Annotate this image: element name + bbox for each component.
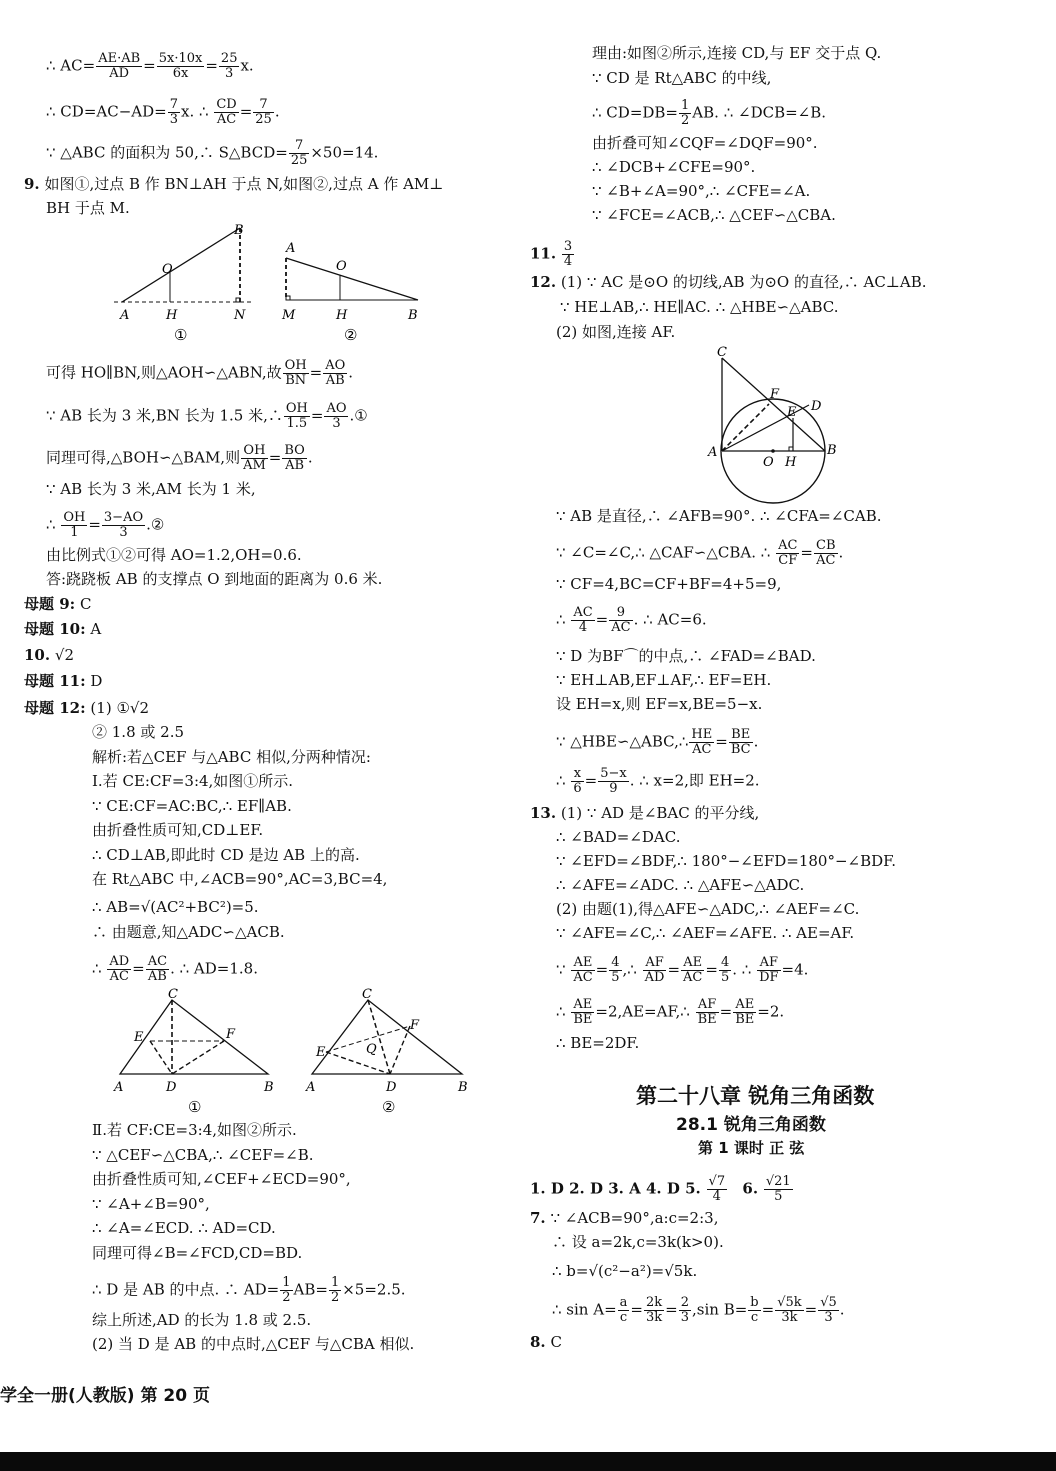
- line: ∵ △CEF∽△CBA,∴ ∠CEF=∠B.: [92, 1146, 314, 1164]
- line: 由比例式①②可得 AO=1.2,OH=0.6.: [46, 546, 302, 564]
- line: ∴ ∠DCB+∠CFE=90°.: [592, 158, 756, 176]
- circle-figure: [705, 342, 855, 504]
- line: ∵ CE:CF=AC:BC,∴ EF∥AB.: [92, 797, 292, 815]
- fig1-label: ①: [174, 326, 188, 344]
- line: (2) 由题(1),得△AFE∽△ADC,∴ ∠AEF=∠C.: [556, 900, 860, 918]
- line: 由折叠可知∠CQF=∠DQF=90°.: [592, 134, 818, 152]
- line: ∵ ∠B+∠A=90°,∴ ∠CFE=∠A.: [592, 182, 811, 200]
- label-M: M: [282, 308, 296, 323]
- line: ∵ AB 长为 3 米,BN 长为 1.5 米,∴ $\frac{OH}{1.5}$ = $\frac{AO}{3}$ .①: [46, 401, 368, 431]
- fig2-label: ②: [382, 1098, 396, 1116]
- line: ∴ CD⊥AB,即此时 CD 是边 AB 上的高.: [92, 846, 360, 864]
- line: ∴ BE=2DF.: [556, 1034, 640, 1052]
- label-E: E: [787, 405, 797, 420]
- line: 同理可得,△BOH∽△BAM,则 $\frac{OH}{AM}$ = $\frac{BO}{AB}$ .: [46, 443, 313, 473]
- line: ∴ AC= $\frac{AE\cdot AB}{AD}$ = $\frac{5x\cdot 10x}{6x}$ = $\frac{25}{3}$ x.: [46, 51, 254, 81]
- mother-10: 母题 10: A: [24, 620, 102, 638]
- line: ∴ b=√(c²−a²)=√5k.: [552, 1262, 698, 1280]
- fig1-label: ①: [188, 1098, 202, 1116]
- label-B: B: [234, 223, 244, 238]
- label-A: A: [286, 241, 296, 256]
- line: 理由:如图②所示,连接 CD,与 EF 交于点 Q.: [592, 44, 882, 62]
- question-11: 11. $\frac{3}{4}$: [530, 239, 573, 269]
- line: ∴ sin A= $\frac{a}{c}$ = $\frac{2k}{3k}$ = $\frac{2}{3}$ ,sin B= $\frac{b}{c}$ = $\frac{√5k}{3k}$ = $\frac{√5}{3}$ .: [552, 1295, 845, 1325]
- answers-1-6: 1. D 2. D 3. A 4. D 5. $\frac{√7}{4}$ 6. $\frac{√21}{5}$: [530, 1174, 791, 1204]
- question-8: 8. C: [530, 1333, 562, 1351]
- seesaw-figure: [108, 222, 428, 344]
- line: ∴ ∠AFE=∠ADC. ∴ △AFE∽△ADC.: [556, 876, 805, 894]
- line: ∵ ∠C=∠C,∴ △CAF∽△CBA. ∴ $\frac{AC}{CF}$ = $\frac{CB}{AC}$ .: [556, 538, 844, 568]
- line: 综上所述,AD 的长为 1.8 或 2.5.: [92, 1311, 312, 1329]
- line: Ⅱ.若 CF:CE=3:4,如图②所示.: [92, 1121, 297, 1139]
- label-D: D: [386, 1080, 397, 1095]
- line: BH 于点 M.: [46, 199, 130, 217]
- line: ∴ ∠A=∠ECD. ∴ AD=CD.: [92, 1219, 276, 1237]
- label-H: H: [166, 308, 178, 323]
- label-B: B: [264, 1080, 274, 1095]
- line: ∵ CF=4,BC=CF+BF=4+5=9,: [556, 575, 782, 593]
- label-H: H: [785, 455, 797, 470]
- line: ∴ $\frac{x}{6}$ = $\frac{5-x}{9}$ . ∴ x=2,即 EH=2.: [556, 766, 760, 796]
- label-O: O: [336, 259, 347, 274]
- label-F: F: [226, 1027, 236, 1042]
- line: ∵ HE⊥AB,∴ HE∥AC. ∴ △HBE∽△ABC.: [560, 298, 839, 316]
- label-O: O: [162, 262, 173, 277]
- line: 在 Rt△ABC 中,∠ACB=90°,AC=3,BC=4,: [92, 870, 388, 888]
- line: ∵ CD 是 Rt△ABC 的中线,: [592, 69, 772, 87]
- mother-9: 母题 9: C: [24, 595, 92, 613]
- label-Q: Q: [366, 1042, 377, 1057]
- question-9: 9. 如图①,过点 B 作 BN⊥AH 于点 N,如图②,过点 A 作 AM⊥: [24, 175, 444, 193]
- section-title: 28.1 锐角三角函数: [676, 1115, 826, 1135]
- lesson-title: 第 1 课时 正 弦: [698, 1139, 805, 1157]
- fig2-label: ②: [344, 326, 358, 344]
- line: (2) 当 D 是 AB 的中点时,△CEF 与△CBA 相似.: [92, 1335, 415, 1353]
- line: ∵ △ABC 的面积为 50,∴ S△BCD= $\frac{7}{25}$ ×50=14.: [46, 138, 379, 168]
- line: ∴ AB=√(AC²+BC²)=5.: [92, 898, 259, 916]
- fold-figure: [110, 986, 480, 1118]
- label-O: O: [763, 455, 774, 470]
- label-F: F: [410, 1018, 420, 1033]
- label-B: B: [408, 308, 418, 323]
- line: ∵ D 为BF⌒的中点,∴ ∠FAD=∠BAD.: [556, 647, 816, 665]
- label-A: A: [114, 1080, 124, 1095]
- line: 设 EH=x,则 EF=x,BE=5−x.: [556, 695, 763, 713]
- line: ∴ $\frac{OH}{1}$ = $\frac{3-AO}{3}$ .②: [46, 510, 165, 540]
- label-E: E: [134, 1030, 144, 1045]
- label-B: B: [827, 443, 837, 458]
- label-A: A: [120, 308, 130, 323]
- line: ∴ ∠BAD=∠DAC.: [556, 828, 681, 846]
- line: 解析:若△CEF 与△ABC 相似,分两种情况:: [92, 748, 371, 766]
- label-B: B: [458, 1080, 468, 1095]
- label-C: C: [362, 987, 372, 1002]
- line: ∵ AB 是直径,∴ ∠AFB=90°. ∴ ∠CFA=∠CAB.: [556, 507, 882, 525]
- label-A: A: [708, 445, 718, 460]
- mother-12: 母题 12: (1) ①√2: [24, 699, 149, 717]
- line: ∵ $\frac{AE}{AC}$ = $\frac{4}{5}$ ,∴ $\frac{AF}{AD}$ = $\frac{AE}{AC}$ = $\frac{4}{5}$ . ∴ $\frac{AF}{DF}$ =4.: [556, 955, 809, 985]
- label-N: N: [234, 308, 246, 323]
- line: ∴ $\frac{AE}{BE}$ =2,AE=AF,∴ $\frac{AF}{BE}$ = $\frac{AE}{BE}$ =2.: [556, 997, 785, 1027]
- line: ∵ △HBE∽△ABC,∴ $\frac{HE}{AC}$ = $\frac{BE}{BC}$ .: [556, 727, 759, 757]
- label-D: D: [166, 1080, 177, 1095]
- line: ∵ ∠A+∠B=90°,: [92, 1195, 210, 1213]
- line: ∵ AB 长为 3 米,AM 长为 1 米,: [46, 480, 256, 498]
- line: ② 1.8 或 2.5: [92, 723, 185, 741]
- line: ∵ ∠FCE=∠ACB,∴ △CEF∽△CBA.: [592, 206, 836, 224]
- label-H: H: [336, 308, 348, 323]
- line: ∵ ∠EFD=∠BDF,∴ 180°−∠EFD=180°−∠BDF.: [556, 852, 896, 870]
- label-D: D: [811, 399, 822, 414]
- line: ∵ ∠AFE=∠C,∴ ∠AEF=∠AFE. ∴ AE=AF.: [556, 924, 855, 942]
- line: ∴ 由题意,知△ADC∽△ACB.: [92, 923, 285, 941]
- line: 可得 HO∥BN,则△AOH∽△ABN,故 $\frac{OH}{BN}$ = $\frac{AO}{AB}$ .: [46, 358, 354, 388]
- line: ∴ 设 a=2k,c=3k(k>0).: [552, 1233, 724, 1251]
- line: (2) 如图,连接 AF.: [556, 323, 676, 341]
- question-12: 12. (1) ∵ AC 是⊙O 的切线,AB 为⊙O 的直径,∴ AC⊥AB.: [530, 273, 927, 291]
- label-A: A: [306, 1080, 316, 1095]
- line: ∴ $\frac{AC}{4}$ = $\frac{9}{AC}$ . ∴ AC=6.: [556, 605, 707, 635]
- line: ∴ CD=DB= $\frac{1}{2}$ AB. ∴ ∠DCB=∠B.: [592, 98, 827, 128]
- mother-11: 母题 11: D: [24, 672, 103, 690]
- line: ∴ D 是 AB 的中点. ∴ AD= $\frac{1}{2}$ AB= $\frac{1}{2}$ ×5=2.5.: [92, 1275, 406, 1305]
- line: ∵ EH⊥AB,EF⊥AF,∴ EF=EH.: [556, 671, 772, 689]
- line: ∴ $\frac{AD}{AC}$ = $\frac{AC}{AB}$ . ∴ AD=1.8.: [92, 954, 258, 984]
- label-F: F: [770, 387, 780, 402]
- line: 由折叠性质可知,CD⊥EF.: [92, 821, 264, 839]
- question-10: 10. √2: [24, 646, 74, 664]
- line: Ⅰ.若 CE:CF=3:4,如图①所示.: [92, 772, 294, 790]
- label-C: C: [717, 345, 727, 360]
- question-13: 13. (1) ∵ AD 是∠BAC 的平分线,: [530, 804, 760, 822]
- line: 答:跷跷板 AB 的支撑点 O 到地面的距离为 0.6 米.: [46, 570, 383, 588]
- line: 由折叠性质可知,∠CEF+∠ECD=90°,: [92, 1170, 351, 1188]
- page-footer: 学全一册(人教版) 第 20 页: [0, 1386, 210, 1406]
- line: 同理可得∠B=∠FCD,CD=BD.: [92, 1244, 303, 1262]
- question-7: 7. ∵ ∠ACB=90°,a:c=2:3,: [530, 1209, 719, 1227]
- label-E: E: [316, 1045, 326, 1060]
- line: ∴ CD=AC−AD= $\frac{7}{3}$ x. ∴ $\frac{CD}{AC}$ = $\frac{7}{25}$ .: [46, 97, 280, 127]
- bottom-bar: [0, 1452, 1056, 1471]
- chapter-title: 第二十八章 锐角三角函数: [636, 1084, 875, 1108]
- label-C: C: [168, 987, 178, 1002]
